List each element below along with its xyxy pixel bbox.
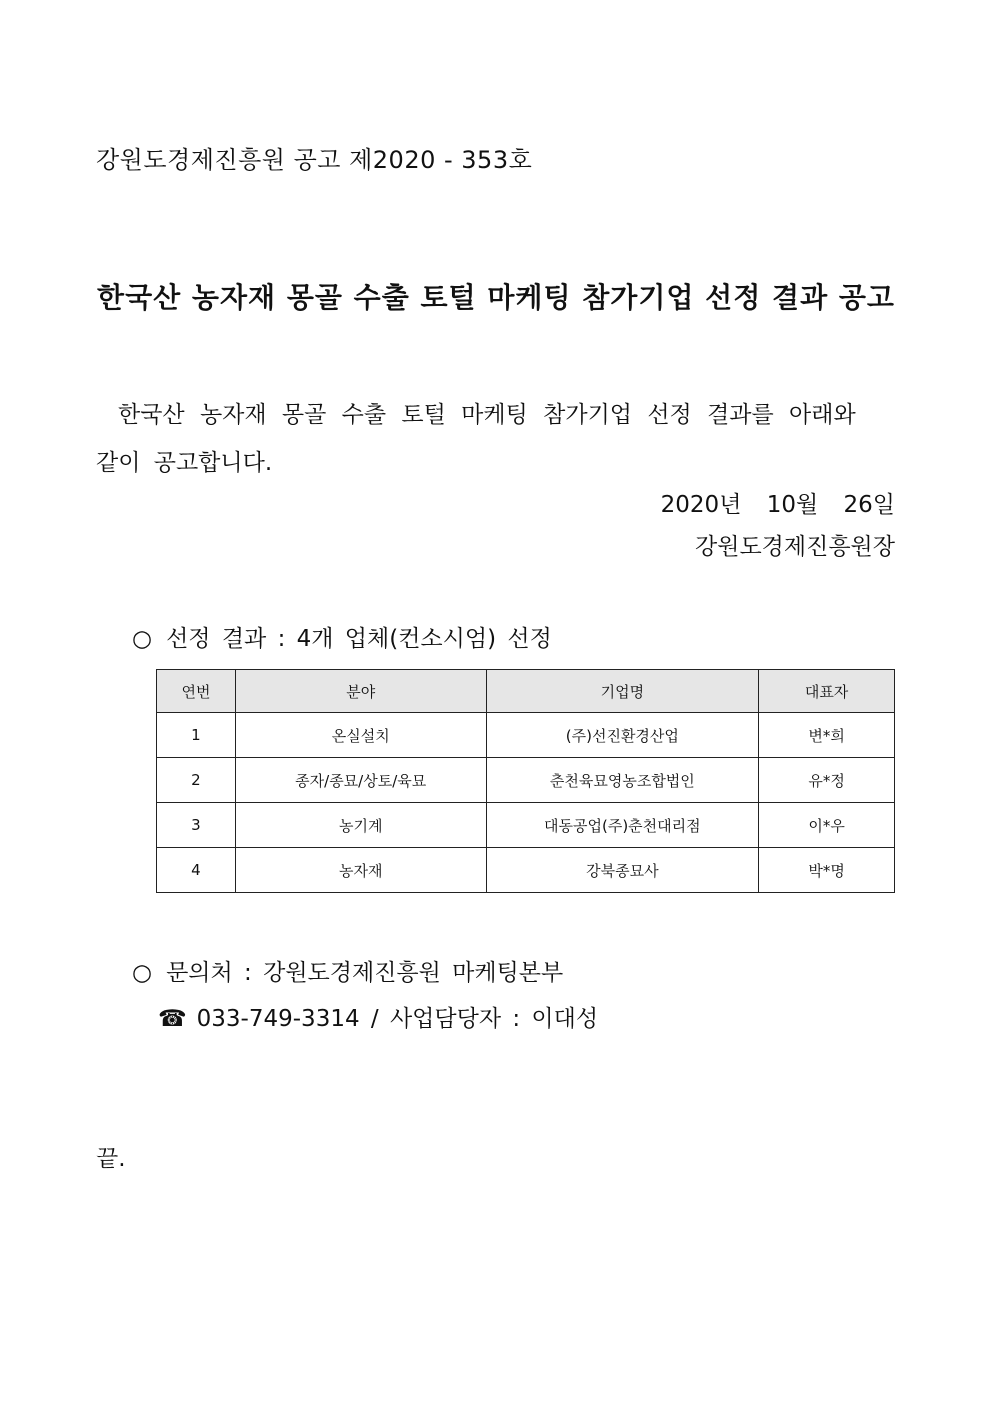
cell-representative: 유*정: [759, 758, 895, 803]
notice-number: 강원도경제진흥원 공고 제2020 - 353호: [96, 146, 533, 174]
table-row: [157, 713, 895, 758]
result-section-heading: [132, 620, 552, 653]
contact-section-text: 문의처 : 강원도경제진흥원 마케팅본부: [166, 960, 564, 986]
cell-company-name: (주)선진환경산업: [486, 713, 759, 758]
selection-result-table: [156, 669, 895, 893]
circle-bullet-icon: ○: [132, 960, 153, 986]
circle-bullet-icon: ○: [132, 626, 153, 652]
cell-field: 농자재: [235, 848, 486, 893]
body-text-line-1: 한국산 농자재 몽골 수출 토털 마케팅 참가기업 선정 결과를 아래와: [118, 402, 856, 428]
end-mark: 끝.: [96, 1146, 126, 1172]
contact-phone-text: 033-749-3314 / 사업담당자 : 이대성: [196, 1006, 599, 1032]
cell-serial-number: 4: [157, 848, 236, 893]
cell-representative: 이*우: [759, 803, 895, 848]
table-row: [157, 803, 895, 848]
body-text-line-2: 같이 공고합니다.: [96, 450, 273, 476]
cell-company-name: 강북종묘사: [486, 848, 759, 893]
cell-field: 온실설치: [235, 713, 486, 758]
header-field: 분야: [235, 670, 486, 713]
cell-field: 농기계: [235, 803, 486, 848]
table-row: [157, 848, 895, 893]
phone-icon: ☎: [158, 1006, 187, 1032]
cell-serial-number: 1: [157, 713, 236, 758]
document-title: 한국산 농자재 몽골 수출 토털 마케팅 참가기업 선정 결과 공고: [97, 281, 895, 314]
cell-company-name: 대동공업(주)춘천대리점: [486, 803, 759, 848]
table-row: [157, 758, 895, 803]
cell-serial-number: 2: [157, 758, 236, 803]
cell-representative: 박*명: [759, 848, 895, 893]
header-company-name: 기업명: [486, 670, 759, 713]
announcement-date: 2020년 10월 26일: [660, 492, 895, 518]
cell-company-name: 춘천육묘영농조합법인: [486, 758, 759, 803]
cell-field: 종자/종묘/상토/육묘: [235, 758, 486, 803]
table-header-row: [157, 670, 895, 713]
header-serial-number: 연번: [157, 670, 236, 713]
issuer-name: 강원도경제진흥원장: [695, 534, 895, 560]
contact-section-heading: [132, 954, 563, 987]
contact-phone-line: [158, 1000, 598, 1033]
cell-serial-number: 3: [157, 803, 236, 848]
result-section-text: 선정 결과 : 4개 업체(컨소시엄) 선정: [166, 626, 552, 652]
header-representative: 대표자: [759, 670, 895, 713]
cell-representative: 변*희: [759, 713, 895, 758]
